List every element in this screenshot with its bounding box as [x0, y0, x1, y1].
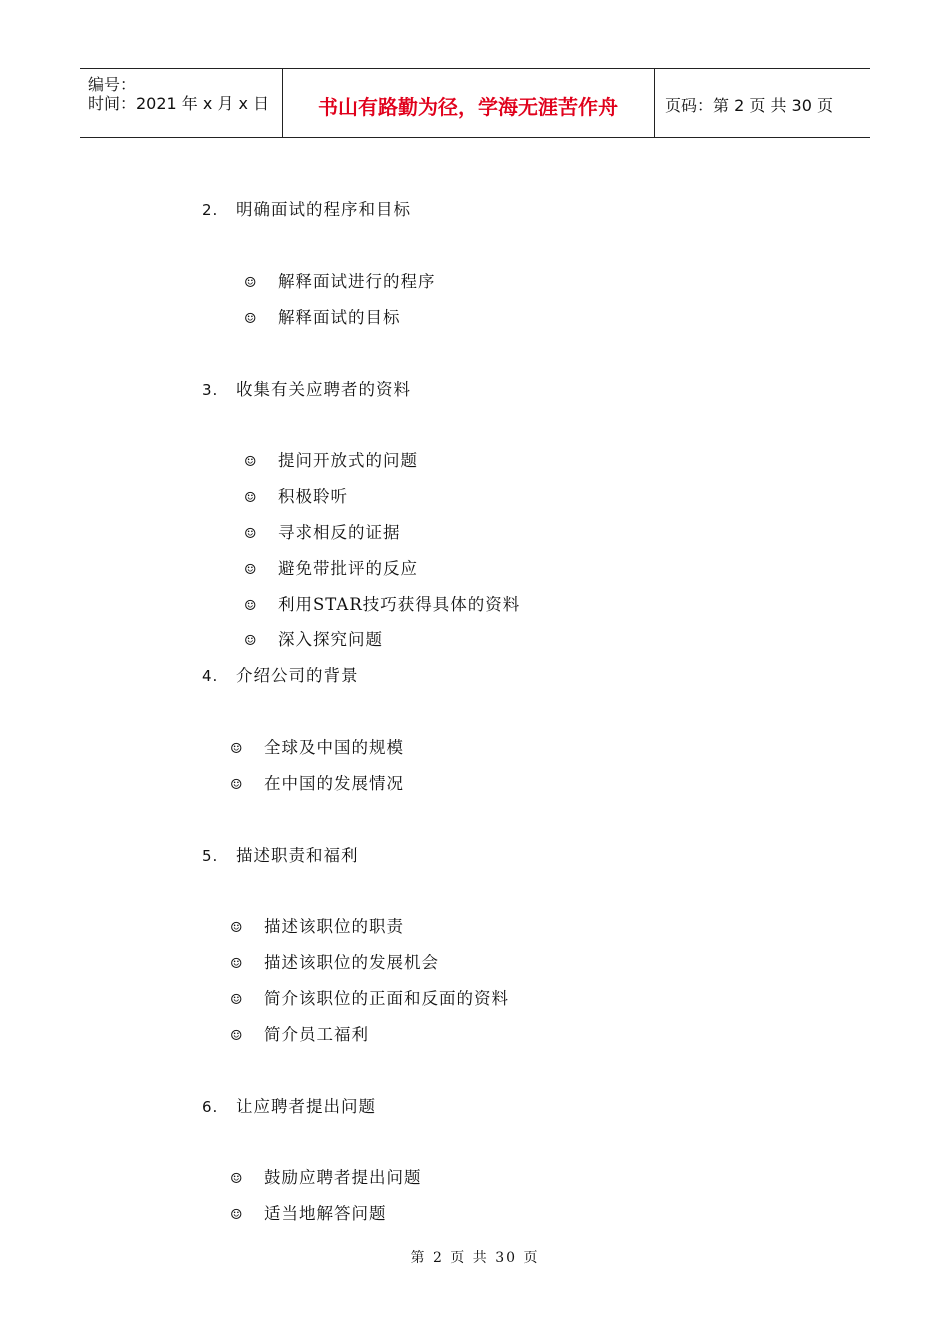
list-item-text: 解释面试的目标: [278, 308, 401, 327]
list-item: [244, 304, 401, 328]
list-item-text: 描述该职位的职责: [264, 917, 404, 936]
section-title: [202, 842, 359, 866]
list-item: [230, 1200, 387, 1224]
smiley-bullet-icon: ☺: [230, 777, 243, 793]
list-item-text: 寻求相反的证据: [278, 523, 401, 542]
section-title: [202, 376, 411, 400]
list-item-text: 简介员工福利: [264, 1025, 369, 1044]
list-item-text: 适当地解答问题: [264, 1204, 387, 1223]
smiley-bullet-icon: ☺: [244, 598, 257, 614]
smiley-bullet-icon: ☺: [230, 920, 243, 936]
list-item-text: 鼓励应聘者提出问题: [264, 1168, 422, 1187]
list-item: [244, 519, 401, 543]
smiley-bullet-icon: ☺: [230, 741, 243, 757]
list-item-text: 利用STAR技巧获得具体的资料: [278, 595, 521, 614]
smiley-bullet-icon: ☺: [244, 490, 257, 506]
page-footer: 第 2 页 共 30 页: [410, 1250, 540, 1266]
list-item: [230, 770, 404, 794]
section-number: 3.: [202, 381, 219, 399]
smiley-bullet-icon: ☺: [230, 1028, 243, 1044]
list-item: [244, 268, 436, 292]
header-page-cell: [655, 69, 870, 137]
list-item: [230, 949, 439, 973]
list-item-text: 在中国的发展情况: [264, 774, 404, 793]
section-number: 6.: [202, 1098, 219, 1116]
smiley-bullet-icon: ☺: [230, 1207, 243, 1223]
page-header: [80, 68, 870, 138]
list-item: [244, 555, 418, 579]
list-item-text: 提问开放式的问题: [278, 451, 418, 470]
section-number: 4.: [202, 667, 219, 685]
motto-text: 书山有路勤为径，学海无涯苦作舟: [318, 95, 618, 119]
list-item: [244, 447, 418, 471]
header-meta-cell: [80, 69, 283, 137]
smiley-bullet-icon: ☺: [230, 1171, 243, 1187]
section-title-text: 介绍公司的背景: [236, 666, 359, 685]
section-title: [202, 662, 359, 686]
section-title: [202, 1093, 376, 1117]
list-item-text: 深入探究问题: [278, 630, 383, 649]
smiley-bullet-icon: ☺: [244, 311, 257, 327]
smiley-bullet-icon: ☺: [244, 454, 257, 470]
section-title-text: 收集有关应聘者的资料: [236, 380, 411, 399]
smiley-bullet-icon: ☺: [230, 992, 243, 1008]
list-item-text: 积极聆听: [278, 487, 348, 506]
section-title-text: 描述职责和福利: [236, 846, 359, 865]
list-item: [244, 483, 348, 507]
smiley-bullet-icon: ☺: [230, 956, 243, 972]
date-label: 时间：2021 年 x 月 x 日: [88, 94, 270, 113]
section-title: [202, 196, 411, 220]
list-item-text: 解释面试进行的程序: [278, 272, 436, 291]
list-item: [230, 913, 404, 937]
section-title-text: 让应聘者提出问题: [236, 1097, 376, 1116]
list-item: [244, 591, 520, 615]
list-item: [230, 985, 509, 1009]
number-label: 编号：: [88, 75, 137, 94]
list-item-text: 简介该职位的正面和反面的资料: [264, 989, 509, 1008]
smiley-bullet-icon: ☺: [244, 633, 257, 649]
page-code: 页码：第 2 页 共 30 页: [665, 96, 833, 115]
list-item: [230, 1164, 422, 1188]
header-motto-cell: [282, 69, 655, 137]
section-number: 5.: [202, 847, 219, 865]
section-number: 2.: [202, 201, 219, 219]
list-item-text: 描述该职位的发展机会: [264, 953, 439, 972]
smiley-bullet-icon: ☺: [244, 562, 257, 578]
smiley-bullet-icon: ☺: [244, 275, 257, 291]
list-item-text: 避免带批评的反应: [278, 559, 418, 578]
list-item: [230, 1021, 369, 1045]
section-title-text: 明确面试的程序和目标: [236, 200, 411, 219]
list-item-text: 全球及中国的规模: [264, 738, 404, 757]
list-item: [230, 734, 404, 758]
smiley-bullet-icon: ☺: [244, 526, 257, 542]
list-item: [244, 626, 383, 650]
